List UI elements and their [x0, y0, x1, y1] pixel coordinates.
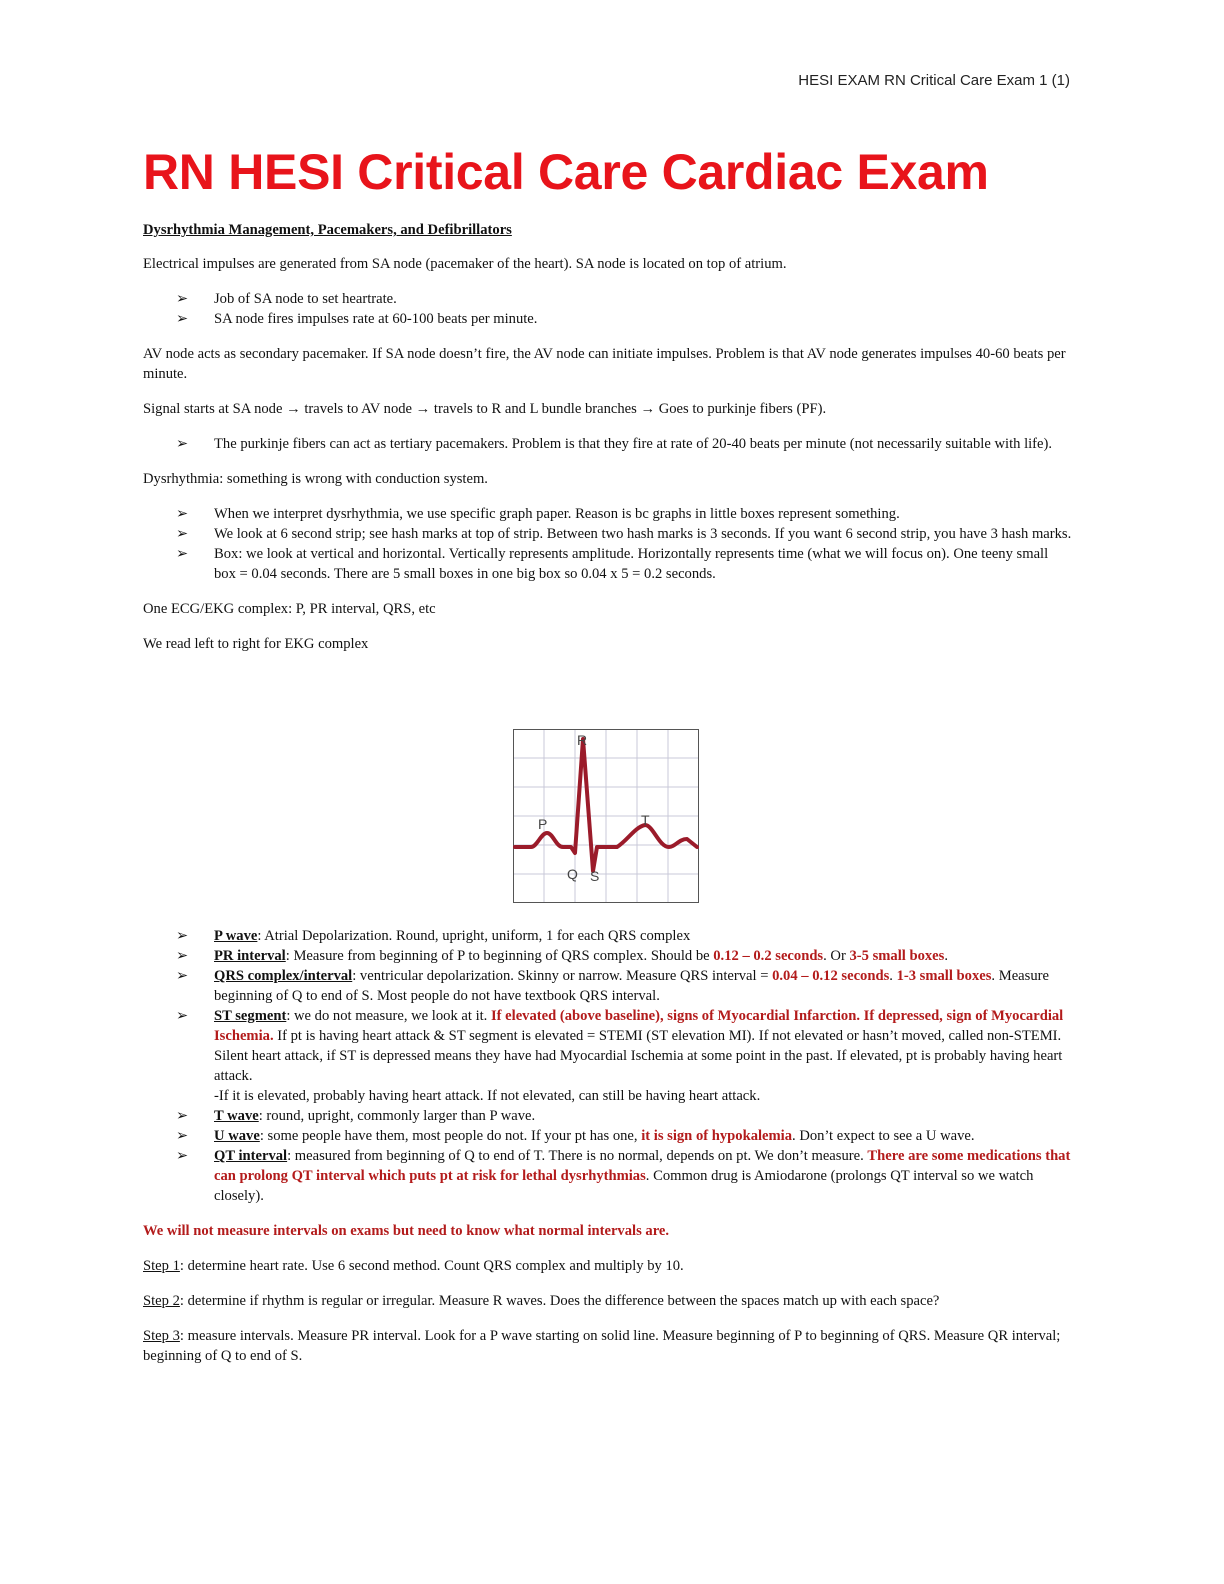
list-item: ➢ SA node fires impulses rate at 60-100 beats per minute. [176, 311, 538, 327]
bullet-arrow-icon: ➢ [176, 311, 189, 327]
bullet-arrow-icon: ➢ [176, 948, 189, 964]
bullet-arrow-icon: ➢ [176, 1148, 189, 1164]
ecg-svg [513, 729, 699, 903]
section-heading: Dysrhythmia Management, Pacemakers, and Defibrillators [143, 222, 512, 238]
step-2: Step 2: determine if rhythm is regular or irregular. Measure R waves. Does the difference between the spaces match up with each space? [143, 1293, 940, 1309]
bullet-arrow-icon: ➢ [176, 436, 189, 452]
ecg-figure-area [143, 654, 1073, 926]
list-item-p-wave: ➢ P wave: Atrial Depolarization. Round, upright, uniform, 1 for each QRS complex [176, 928, 691, 944]
ecg-diagram [513, 729, 699, 903]
document-body [143, 220, 1073, 1381]
bullet-list-waves [143, 926, 1073, 1206]
bullet-arrow-icon: ➢ [176, 1008, 189, 1024]
step-3: Step 3: measure intervals. Measure PR interval. Look for a P wave starting on solid line. Measure beginning of P to beginning of QRS. Measure QR interval; beginning of Q to end of S. [143, 1328, 1061, 1364]
bullet-arrow-icon: ➢ [176, 968, 189, 984]
paragraph-av-node: AV node acts as secondary pacemaker. If SA node doesn’t fire, the AV node can initiate impulses. Problem is that AV node generates impulses 40-60 beats per minute. [143, 346, 1066, 382]
ecg-label-t: T [641, 812, 650, 828]
paragraph-read-direction: We read left to right for EKG complex [143, 636, 369, 652]
list-item-pr-interval: ➢ PR interval: Measure from beginning of P to beginning of QRS complex. Should be 0.12 – 0.2 seconds. Or 3-5 small boxes. [176, 948, 948, 964]
bullet-arrow-icon: ➢ [176, 526, 189, 542]
list-item-st-segment: ➢ ST segment: we do not measure, we look at it. If elevated (above baseline), signs of Myocardial Infarction. If depressed, sign of Myocardial Ischemia. If pt is having heart attack & ST segment is elevated = STEMI (ST elevation MI). If not elevated or hasn’t moved, called non-STEMI. Silent heart attack, if ST is depressed means they have had Myocardial Ischemia at some point in the past. If elevated, pt is probably having heart attack. -If it is elevated, probably having heart attack. If not elevated, can still be having heart attack. [176, 1008, 1064, 1104]
list-item-qt-interval: ➢ QT interval: measured from beginning of Q to end of T. There is no normal, depends on pt. We don’t measure. There are some medications that can prolong QT interval which puts pt at risk for lethal dysrhythmias. Common drug is Amiodarone (prolongs QT interval so we watch closely). [176, 1148, 1071, 1204]
list-item-u-wave: ➢ U wave: some people have them, most people do not. If your pt has one, it is sign of hypokalemia. Don’t expect to see a U wave. [176, 1128, 975, 1144]
bullet-arrow-icon: ➢ [176, 1108, 189, 1124]
paragraph-ecg-complex: One ECG/EKG complex: P, PR interval, QRS, etc [143, 601, 436, 617]
bullet-arrow-icon: ➢ [176, 1128, 189, 1144]
exam-note: We will not measure intervals on exams but need to know what normal intervals are. [143, 1223, 670, 1239]
list-item: ➢ Job of SA node to set heartrate. [176, 291, 397, 307]
paragraph-signal-path: Signal starts at SA node → travels to AV node → travels to R and L bundle branches → Goes to purkinje fibers (PF). [143, 401, 827, 417]
list-item: ➢ We look at 6 second strip; see hash marks at top of strip. Between two hash marks is 3 seconds. If you want 6 second strip, you have 3 hash marks. [176, 526, 1072, 542]
running-header: HESI EXAM RN Critical Care Exam 1 (1) [798, 72, 1070, 89]
page-title: RN HESI Critical Care Cardiac Exam [143, 144, 989, 200]
step-1: Step 1: determine heart rate. Use 6 second method. Count QRS complex and multiply by 10. [143, 1258, 684, 1274]
bullet-arrow-icon: ➢ [176, 291, 189, 307]
bullet-list-purkinje [143, 434, 1073, 454]
paragraph-sa-node: Electrical impulses are generated from SA node (pacemaker of the heart). SA node is located on top of atrium. [143, 256, 787, 272]
list-item-t-wave: ➢ T wave: round, upright, commonly larger than P wave. [176, 1108, 536, 1124]
ecg-label-s: S [590, 868, 600, 884]
ecg-label-r: R [577, 732, 588, 748]
list-item: ➢ The purkinje fibers can act as tertiary pacemakers. Problem is that they fire at rate of 20-40 beats per minute (not necessarily suitable with life). [176, 436, 1053, 452]
bullet-list-graph-paper [143, 504, 1073, 584]
bullet-arrow-icon: ➢ [176, 506, 189, 522]
ecg-label-p: P [538, 816, 548, 832]
list-item-qrs: ➢ QRS complex/interval: ventricular depolarization. Skinny or narrow. Measure QRS interval = 0.04 – 0.12 seconds. 1-3 small boxes. Measure beginning of Q to end of S. Most people do not have textbook QRS interval. [176, 968, 1049, 1004]
list-item: ➢ When we interpret dysrhythmia, we use specific graph paper. Reason is bc graphs in little boxes represent something. [176, 506, 900, 522]
paragraph-dysrhythmia: Dysrhythmia: something is wrong with conduction system. [143, 471, 488, 487]
bullet-arrow-icon: ➢ [176, 928, 189, 944]
list-item: ➢ Box: we look at vertical and horizontal. Vertically represents amplitude. Horizontally represents time (what we will focus on). One teeny small box = 0.04 seconds. There are 5 small boxes in one big box so 0.04 x 5 = 0.2 seconds. [176, 546, 1049, 582]
bullet-arrow-icon: ➢ [176, 546, 189, 562]
bullet-list-sa-node [143, 289, 1073, 329]
ecg-label-q: Q [567, 866, 578, 882]
